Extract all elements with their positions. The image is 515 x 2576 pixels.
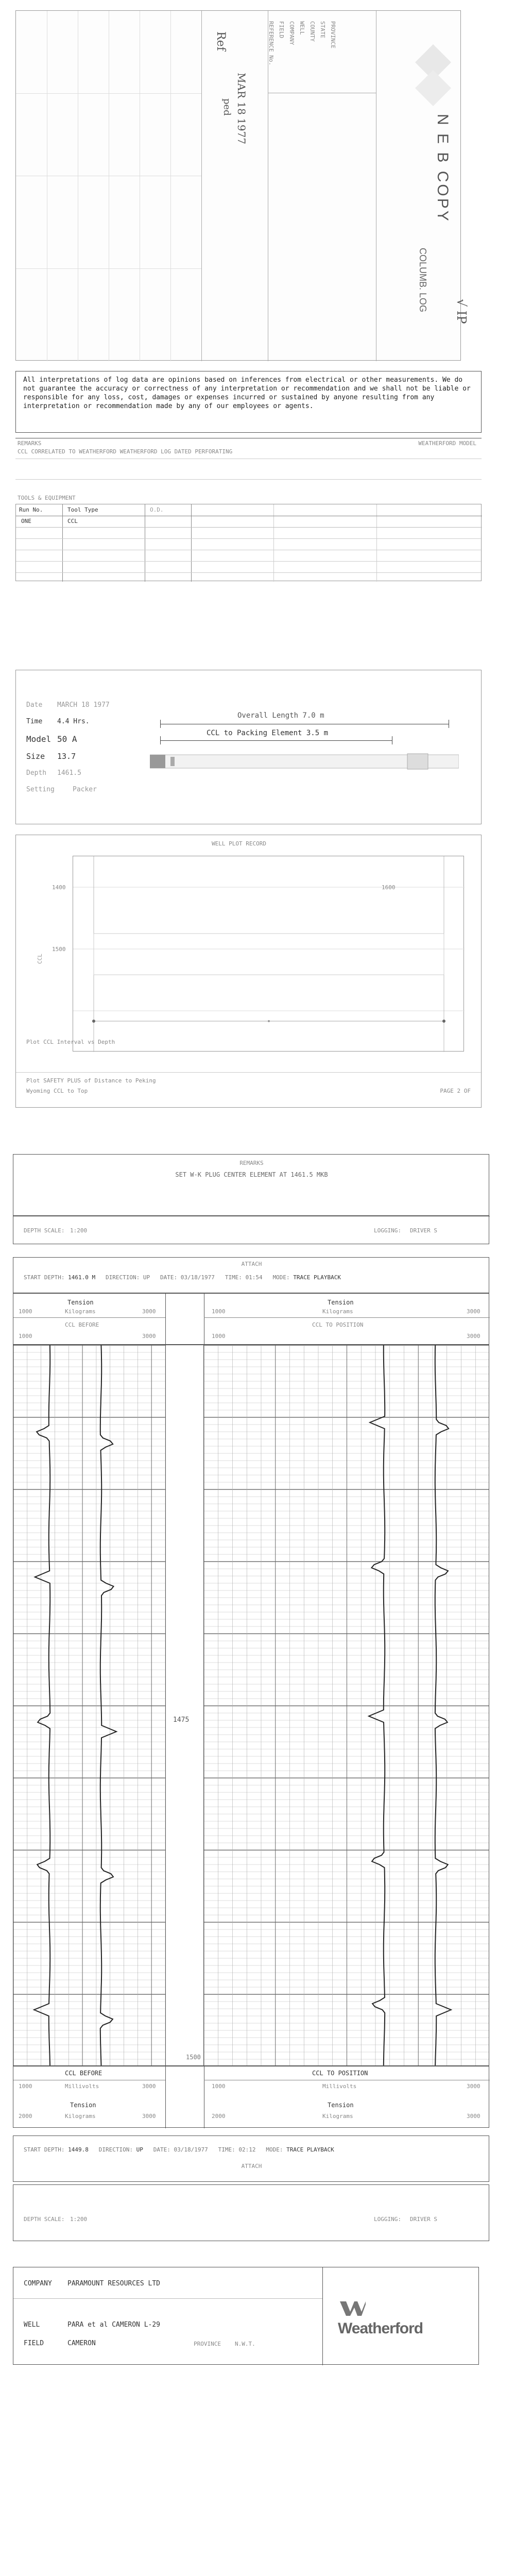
mode-value: TRACE PLAYBACK xyxy=(293,1274,341,1281)
right-label: WEATHERFORD MODEL xyxy=(418,440,476,447)
header-row-well: WELL xyxy=(299,21,305,35)
left-ccl-label: CCL BEFORE xyxy=(65,1321,99,1328)
footer-mode-value: TRACE PLAYBACK xyxy=(286,2146,334,2153)
row-run: ONE xyxy=(21,518,31,524)
depth-scale-label: DEPTH SCALE: xyxy=(24,1227,65,1234)
right-tension-label: Tension xyxy=(328,1299,354,1306)
track-headers xyxy=(13,1293,489,1345)
model-value: 50 A xyxy=(57,734,77,744)
header-row-field: FIELD xyxy=(278,21,285,39)
weatherford-logo-icon xyxy=(340,2298,366,2321)
right-tension-min: 1000 xyxy=(212,1308,226,1315)
run-header xyxy=(13,1257,489,1293)
footer-section: ATTACH xyxy=(241,2163,262,2170)
depth-scale-bar xyxy=(13,1154,489,1244)
mini-chart-left-axis: CCL xyxy=(37,954,43,964)
remarks-text: CCL CORRELATED TO WEATHERFORD WEATHERFORD LOG DATED PERFORATING xyxy=(18,448,233,455)
depth-value: 1461.5 xyxy=(57,769,81,777)
legend-right-row3-min: 2000 xyxy=(212,2113,226,2120)
stamp-date: MAR 18 1977 xyxy=(235,73,248,145)
well-value: PARA et al CAMERON L-29 xyxy=(67,2321,161,2329)
right-ccl-label: CCL TO POSITION xyxy=(312,1321,364,1328)
equipment-label: TOOLS & EQUIPMENT xyxy=(18,495,76,501)
right-tension-max: 3000 xyxy=(467,1308,480,1315)
left-tension-min: 1000 xyxy=(19,1308,32,1315)
weatherford-logo xyxy=(338,2298,472,2340)
run-header-line xyxy=(24,1274,341,1281)
log-grid xyxy=(13,1345,489,2066)
direction-value: UP xyxy=(143,1274,150,1281)
setting-label: Setting xyxy=(26,786,55,793)
footer-direction-value: UP xyxy=(136,2146,143,2153)
left-ccl-min: 1000 xyxy=(19,1333,32,1340)
mode-label: MODE: xyxy=(272,1274,290,1281)
mini-chart-mid-left: 1500 xyxy=(52,946,66,953)
left-ccl-max: 3000 xyxy=(142,1333,156,1340)
right-tension-unit: Kilograms xyxy=(322,1308,353,1315)
left-tension-max: 3000 xyxy=(142,1308,156,1315)
footer-time-value: 02:12 xyxy=(238,2146,256,2153)
mini-chart-title: WELL PLOT RECORD xyxy=(212,840,266,847)
legend-right-row1-min: 1000 xyxy=(212,2083,226,2090)
logo-watermark-icon xyxy=(413,42,454,109)
mini-chart xyxy=(15,835,482,1108)
ccl-to-element: CCL to Packing Element 3.5 m xyxy=(207,729,329,737)
legend-left-row3-max: 3000 xyxy=(142,2113,156,2120)
tool-diagram xyxy=(129,711,459,773)
province-label: PROVINCE xyxy=(194,2341,221,2347)
direction-label: DIRECTION: xyxy=(105,1274,140,1281)
mini-chart-svg xyxy=(73,856,465,1052)
header-form xyxy=(268,11,376,361)
header-row-reference: REFERENCE No. xyxy=(268,21,274,66)
company-block xyxy=(13,2267,479,2365)
legend-right-row1-max: 3000 xyxy=(467,2083,480,2090)
legend-left-row3-unit: Kilograms xyxy=(65,2113,96,2120)
model-label: Model xyxy=(26,734,52,744)
header-row-county: COUNTY xyxy=(309,21,316,42)
track-grid-svg xyxy=(13,1345,165,2066)
row-tool: CCL xyxy=(67,518,78,524)
legend-right-row3-max: 3000 xyxy=(467,2113,480,2120)
disclaimer-box xyxy=(15,371,482,433)
size-value: 13.7 xyxy=(57,752,76,761)
date-label: Date xyxy=(26,701,43,709)
mini-chart-footer-right: PAGE 2 OF xyxy=(440,1088,471,1094)
depth-mark-1500: 1500 xyxy=(186,2054,201,2061)
disclaimer-text: All interpretations of log data are opinions based on inferences from electrical or other measurements. We do not guarantee the accuracy or correctness of any interpretation or recommendation and we shall not be liable or responsible for any loss, cost, damages or expenses incurred or sustained by anyone resulting from any interpretation or recommendation made by any of our employees or agents. xyxy=(23,376,471,410)
track-grid-svg xyxy=(204,1345,489,2066)
legend-left-row1-min: 1000 xyxy=(19,2083,32,2090)
left-tension-unit: Kilograms xyxy=(65,1308,96,1315)
run-section: ATTACH xyxy=(241,1261,262,1267)
footer-scale xyxy=(13,2184,489,2241)
footer-start-value: 1449.8 xyxy=(68,2146,89,2153)
legend-right-row1-unit: Millivolts xyxy=(322,2083,357,2090)
depth-label: Depth xyxy=(26,769,47,777)
logging-label: LOGGING: xyxy=(374,1227,401,1234)
copy-stamp: N E B COPY xyxy=(434,114,451,223)
header-row-company: COMPANY xyxy=(288,21,295,45)
header-row-province: PROVINCE xyxy=(330,21,336,48)
footer-date-value: 03/18/1977 xyxy=(174,2146,208,2153)
header-card xyxy=(15,10,461,361)
col-tool: Tool Type xyxy=(67,506,98,513)
time-value: 4.4 Hrs. xyxy=(57,718,90,725)
legend-left-row1-unit: Millivolts xyxy=(65,2083,99,2090)
mini-chart-footer-1: Plot SAFETY PLUS of Distance to Peking xyxy=(26,1077,156,1084)
equipment-table xyxy=(15,504,482,581)
weatherford-logo-text: Weatherford xyxy=(338,2320,423,2337)
depth-mark-1475: 1475 xyxy=(173,1716,190,1724)
log-grid-left xyxy=(13,1345,165,2066)
mini-chart-footer-2: Wyoming CCL to Top xyxy=(26,1088,88,1094)
footer-depth-scale-label: DEPTH SCALE: xyxy=(24,2216,65,2223)
col-run: Run No. xyxy=(19,506,43,513)
mini-chart-bottom-note: Plot CCL Interval vs Depth xyxy=(26,1039,115,1045)
right-ccl-max: 3000 xyxy=(467,1333,480,1340)
time-label: Time xyxy=(26,718,43,725)
legend-left-title: CCL BEFORE xyxy=(65,2070,102,2077)
stamp-handwriting: Ref xyxy=(214,31,227,51)
tool-card xyxy=(15,670,482,824)
log-grid-right xyxy=(204,1345,489,2066)
mini-chart-right-top: 1600 xyxy=(382,884,396,891)
footer-logging-value: DRIVER S xyxy=(410,2216,437,2223)
footer-mode-label: MODE: xyxy=(266,2146,283,2153)
footer-depth-scale-value: 1:200 xyxy=(70,2216,88,2223)
mini-chart-plot xyxy=(73,856,464,1052)
header-row-state: STATE xyxy=(319,21,326,39)
company-value: PARAMOUNT RESOURCES LTD xyxy=(67,2280,161,2287)
date-value: 03/18/1977 xyxy=(180,1274,215,1281)
size-label: Size xyxy=(26,752,45,761)
start-label: START DEPTH: xyxy=(24,1274,65,1281)
annotation-right: COLUMB. LOG xyxy=(418,248,428,313)
footer-date-label: DATE: xyxy=(153,2146,170,2153)
field-label: FIELD xyxy=(24,2340,44,2347)
legend-left-row3-min: 2000 xyxy=(19,2113,32,2120)
footer-start-label: START DEPTH: xyxy=(24,2146,65,2153)
col-size: O.D. xyxy=(150,506,164,513)
legend-right-title: CCL TO POSITION xyxy=(312,2070,368,2077)
footer-time-label: TIME: xyxy=(218,2146,235,2153)
run-footer-line xyxy=(24,2146,334,2153)
right-ccl-min: 1000 xyxy=(212,1333,226,1340)
overall-length: Overall Length 7.0 m xyxy=(237,711,324,720)
stamp-column xyxy=(201,11,268,361)
footer-direction-label: DIRECTION: xyxy=(98,2146,133,2153)
left-tension-label: Tension xyxy=(67,1299,94,1306)
province-value: N.W.T. xyxy=(235,2341,255,2347)
remarks-title: REMARKS xyxy=(239,1160,264,1166)
date-label: DATE: xyxy=(160,1274,178,1281)
run-footer xyxy=(13,2136,489,2182)
field-value: CAMERON xyxy=(67,2340,96,2347)
bottom-legend xyxy=(13,2066,489,2128)
stamp-initials: ped xyxy=(221,98,232,116)
equipment-section xyxy=(15,438,482,639)
legend-left-row2: Tension xyxy=(70,2102,96,2109)
start-value: 1461.0 M xyxy=(68,1274,96,1281)
legend-left-row1-max: 3000 xyxy=(142,2083,156,2090)
legend-right-row2: Tension xyxy=(328,2102,354,2109)
date-value: MARCH 18 1977 xyxy=(57,701,110,709)
company-label: COMPANY xyxy=(24,2280,52,2287)
logging-value: DRIVER S xyxy=(410,1227,437,1234)
well-label: WELL xyxy=(24,2321,40,2329)
mini-chart-top-left: 1400 xyxy=(52,884,66,891)
remarks-label: REMARKS xyxy=(18,440,42,447)
legend-right-row3-unit: Kilograms xyxy=(322,2113,353,2120)
setting-value: Packer xyxy=(73,786,97,793)
tool-body-icon xyxy=(150,753,459,770)
time-label: TIME: xyxy=(225,1274,242,1281)
footer-logging-label: LOGGING: xyxy=(374,2216,401,2223)
corner-mark: √ IP xyxy=(454,299,469,324)
time-value: 01:54 xyxy=(245,1274,263,1281)
remarks-line: SET W-K PLUG CENTER ELEMENT AT 1461.5 MKB xyxy=(175,1171,328,1178)
depth-track xyxy=(165,1345,204,2066)
depth-scale-value: 1:200 xyxy=(70,1227,88,1234)
